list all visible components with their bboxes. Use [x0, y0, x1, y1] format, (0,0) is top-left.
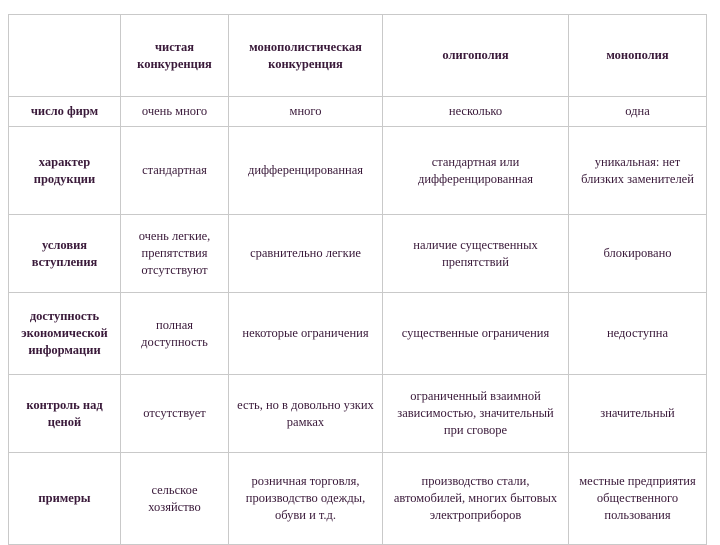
- table-cell: уникальная: нет близких заменителей: [569, 127, 707, 215]
- market-structures-table: [8, 14, 707, 545]
- table-row: [9, 453, 707, 545]
- table-row: [9, 97, 707, 127]
- table-cell: дифференцированная: [229, 127, 383, 215]
- row-header: число фирм: [9, 97, 121, 127]
- table-cell: недоступна: [569, 293, 707, 375]
- table-cell: несколько: [383, 97, 569, 127]
- table-cell: некоторые ограничения: [229, 293, 383, 375]
- column-header-monopolistic-competition: монополистическая конкуренция: [229, 15, 383, 97]
- table-cell: производство стали, автомобилей, многих бытовых электроприборов: [383, 453, 569, 545]
- table-cell: значительный: [569, 375, 707, 453]
- table-cell: наличие существенных препятствий: [383, 215, 569, 293]
- table-cell: очень много: [121, 97, 229, 127]
- column-header-oligopoly: олигополия: [383, 15, 569, 97]
- column-header-monopoly: монополия: [569, 15, 707, 97]
- row-header: примеры: [9, 453, 121, 545]
- row-header: условия вступления: [9, 215, 121, 293]
- table-cell: отсутствует: [121, 375, 229, 453]
- table-row: [9, 375, 707, 453]
- table-cell: существенные ограничения: [383, 293, 569, 375]
- table-cell: розничная торговля, производство одежды, обуви и т.д.: [229, 453, 383, 545]
- table-cell: одна: [569, 97, 707, 127]
- table-cell: полная доступность: [121, 293, 229, 375]
- table-cell: ограниченный взаимной зависимостью, значительный при сговоре: [383, 375, 569, 453]
- table-cell: есть, но в довольно узких рамках: [229, 375, 383, 453]
- table-cell: блокировано: [569, 215, 707, 293]
- corner-cell: [9, 15, 121, 97]
- table-row: [9, 215, 707, 293]
- table-cell: стандартная: [121, 127, 229, 215]
- table-cell: много: [229, 97, 383, 127]
- column-header-pure-competition: чистая конкуренция: [121, 15, 229, 97]
- row-header: контроль над ценой: [9, 375, 121, 453]
- table-row: [9, 127, 707, 215]
- row-header: доступность экономической информации: [9, 293, 121, 375]
- table-cell: сравнительно легкие: [229, 215, 383, 293]
- table-header-row: [9, 15, 707, 97]
- table-row: [9, 293, 707, 375]
- table-cell: очень легкие, препятствия отсутствуют: [121, 215, 229, 293]
- table-cell: местные предприятия общественного пользования: [569, 453, 707, 545]
- table-cell: стандартная или дифференцированная: [383, 127, 569, 215]
- table-cell: сельское хозяйство: [121, 453, 229, 545]
- row-header: характер продукции: [9, 127, 121, 215]
